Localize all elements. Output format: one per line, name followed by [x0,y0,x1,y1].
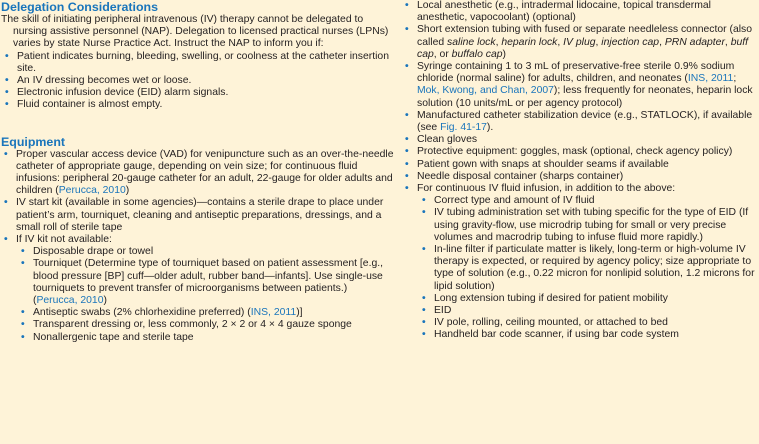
list-item: • If IV kit not available: • Disposable drape or towel • Tourniquet (Determine type of tourniquet based on patient assessment [e.g., blood pressure [BP] cuff—older adult, rubber band—infants]. Use single-use tourniquets to prevent transfer of microorganisms between patients.) (Perucca, 2010) • Antiseptic swabs (2% chlorhexidine preferred) (INS, 2011)] • Transparent dressing or, less commonly, 2 × 2 or 4 × 4 gauze sponge • Nonallergenic tape and sterile tape [0,234,394,344]
list-item: • An IV dressing becomes wet or loose. [5,75,192,87]
delegation-intro: The skill of initiating peripheral intravenous (IV) therapy cannot be delegated to nursing assistive personnel (NAP). Delegation to licensed practical nurses (LPNs) varies by state Nurse Practice Act. Instruct the NAP to inform you if: [1,14,389,50]
list-item: • Transparent dressing or, less commonly, 2 × 2 or 4 × 4 gauze sponge [21,319,352,331]
list-item: • Protective equipment: goggles, mask (optional, check agency policy) [405,146,733,158]
list-item: • Disposable drape or towel [21,246,154,258]
list-item: • Needle disposal container (sharps container) [405,170,624,182]
citation-link[interactable]: INS, 2011 [250,307,297,319]
list-item: • IV tubing administration set with tubing specific for the type of EID (If using gravity-flow, use microdrip tubing for small or very precise volumes and macrodrip tubing to infuse fluid more rapidly.) [422,207,749,243]
list-item: • Short extension tubing with fused or separate needleless connector (also called saline lock, heparin lock, IV plug, injection cap, PRN adapter, buff cap, or buffalo cap) [405,24,753,60]
left-column [0,0,394,344]
equipment-heading: Equipment [1,134,66,149]
equipment-list [0,149,394,344]
list-item: • Patient gown with snaps at shoulder seams if available [405,158,669,170]
list-item: • Handheld bar code scanner, if using bar code system [422,329,679,341]
delegation-heading: Delegation Considerations [1,0,158,14]
right-column [401,0,759,342]
continuous-list [417,195,759,341]
list-item: • Local anesthetic (e.g., intradermal lidocaine, topical transdermal anesthetic, vapocoolant) (optional) [405,0,711,24]
list-item: • Patient indicates burning, bleeding, swelling, or coolness at the catheter insertion site. [5,50,389,74]
citation-link[interactable]: INS, 2011 [687,73,734,85]
list-item: • Antiseptic swabs (2% chlorhexidine preferred) (INS, 2011)] [21,307,303,319]
citation-link[interactable]: Perucca, 2010 [58,185,126,197]
list-item: • Syringe containing 1 to 3 mL of preservative-free sterile 0.9% sodium chloride (normal saline) for adults, children, and neonates (INS, 2011; Mok, Kwong, and Chan, 2007); less frequently for neonates, heparin lock solution (10 units/mL or per agency protocol) [405,61,753,109]
citation-link[interactable]: Perucca, 2010 [36,295,104,307]
list-item: • Fluid container is almost empty. [5,99,163,111]
list-item: • In-line filter if particulate matter is likely, long-term or high-volume IV therapy is expected, or required by agency policy; size appropriate to type of solution (e.g., 0.22 micron for nonlipid solution, 1.2 microns for lipid solution) [422,244,755,292]
no-kit-list [16,246,394,344]
figure-link[interactable]: Fig. 41-17 [440,122,487,134]
list-item: • IV pole, rolling, ceiling mounted, or attached to bed [422,317,668,329]
list-item: • EID [422,305,452,317]
list-item: • Tourniquet (Determine type of tourniquet based on patient assessment [e.g., blood pressure [BP] cuff—older adult, rubber band—infants]. Use single-use tourniquets to prevent transfer of microorganisms between patients.) (Perucca, 2010) [21,258,384,307]
list-item: • IV start kit (available in some agencies)—contains a sterile drape to place under patient’s arm, tourniquet, cleaning and antiseptic preparations, dressings, and a small roll of sterile tape [4,197,384,233]
equipment-list-continued [401,0,759,342]
list-item: • Nonallergenic tape and sterile tape [21,331,194,343]
list-item: • Long extension tubing if desired for patient mobility [422,292,668,304]
list-item: • Proper vascular access device (VAD) for venipuncture such as an over-the-needle catheter of appropriate gauge, depending on vein size; for continuous fluid infusions: peripheral 20-gauge catheter for an adult, 22-gauge for older adults and children (Perucca, 2010) [4,148,394,197]
list-item: • Clean gloves [405,134,478,146]
list-item: • Manufactured catheter stabilization device (e.g., STATLOCK), if available (see Fig. 41-17). [405,109,753,134]
list-item: • Correct type and amount of IV fluid [422,195,595,207]
list-item: • Electronic infusion device (EID) alarm signals. [5,87,229,99]
list-item: • For continuous IV fluid infusion, in addition to the above: • Correct type and amount of IV fluid • IV tubing administration set with tubing specific for the type of EID (If using gravity-flow, use microdrip tubing for small or very precise volumes and macrodrip tubing to infuse fluid more rapidly.) • In-line filter if particulate matter is likely, long-term or high-volume IV therapy is expected, or required by agency policy; size appropriate to type of solution (e.g., 0.22 micron for nonlipid solution, 1.2 microns for lipid solution) • Long extension tubing if desired for patient mobility • EID • IV pole, rolling, ceiling mounted, or attached to bed • Handheld bar code scanner, if using bar code system [401,183,759,342]
citation-link[interactable]: Mok, Kwong, and Chan, 2007 [417,85,554,97]
delegation-list [0,51,394,112]
